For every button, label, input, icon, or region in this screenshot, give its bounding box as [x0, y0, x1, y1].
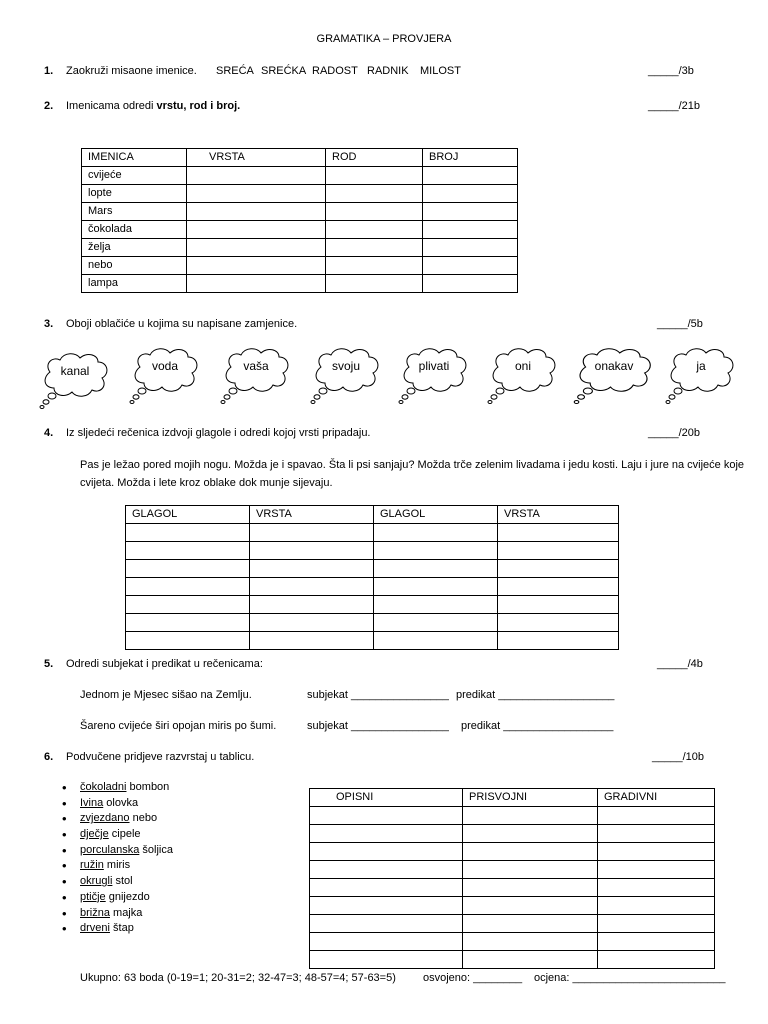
table-header: VRSTA — [250, 506, 374, 524]
table-row — [82, 257, 518, 275]
table-row — [310, 951, 715, 969]
answer-cell[interactable] — [126, 578, 250, 596]
answer-cell[interactable] — [187, 221, 326, 239]
adjective: okrugli — [80, 875, 113, 888]
adjective: drveni — [80, 922, 110, 935]
answer-cell[interactable] — [126, 596, 250, 614]
table-header: GLAGOL — [126, 506, 250, 524]
noun: stol — [112, 875, 133, 888]
answer-cell[interactable] — [498, 542, 619, 560]
table-row — [310, 933, 715, 951]
q5-number: 5. — [44, 658, 54, 670]
answer-cell[interactable] — [250, 542, 374, 560]
adjective: Ivina — [80, 796, 104, 809]
cloud-shape — [38, 350, 112, 412]
pronoun-cloud[interactable] — [309, 345, 383, 407]
q4-instruction: Iz sljedeći rečenica izdvoji glagole i odredi kojoj vrsti pripadaju. — [66, 427, 371, 439]
table-header: GRADIVNI — [598, 789, 715, 807]
q4-paragraph: Pas je ležao pored mojih nogu. Možda je i spavao. Šta li psi sanjaju? Možda trče zelenim livadama i jedu kosti. Laju i jure na cvijeće koje cvijeta. Možda i lete kroz oblake dok munje sijevaju. — [80, 459, 745, 489]
answer-cell[interactable] — [463, 825, 598, 843]
list-item — [62, 843, 173, 859]
answer-cell[interactable] — [498, 524, 619, 542]
answer-cell[interactable] — [326, 203, 423, 221]
table-row — [126, 614, 619, 632]
q4-number: 4. — [44, 427, 54, 439]
answer-cell[interactable] — [310, 933, 463, 951]
cloud-word: voda — [151, 359, 179, 373]
answer-cell[interactable] — [498, 632, 619, 650]
q5-sentence: Šareno cvijeće širi opojan miris po šumi. — [80, 720, 277, 732]
noun-cell: čokolada — [82, 221, 187, 239]
table-header-row — [82, 149, 518, 167]
subject-blank[interactable]: subjekat ________________ — [307, 720, 449, 732]
answer-cell[interactable] — [598, 843, 715, 861]
answer-cell[interactable] — [463, 933, 598, 951]
pronoun-cloud[interactable] — [219, 345, 293, 407]
pronoun-cloud[interactable] — [486, 345, 560, 407]
table-row — [126, 596, 619, 614]
pronoun-cloud[interactable] — [397, 345, 471, 407]
list-item — [62, 780, 173, 796]
noun-cell: želja — [82, 239, 187, 257]
answer-cell[interactable] — [598, 825, 715, 843]
total-points: Ukupno: 63 boda (0-19=1; 20-31=2; 32-47=3; 48-57=4; 57-63=5) — [80, 972, 396, 984]
answer-cell[interactable] — [187, 167, 326, 185]
answer-cell[interactable] — [423, 167, 518, 185]
answer-cell[interactable] — [250, 596, 374, 614]
table-row — [310, 807, 715, 825]
table-header: BROJ — [423, 149, 518, 167]
q6-instruction: Podvučene pridjeve razvrstaj u tablicu. — [66, 751, 255, 763]
q1-word[interactable]: SREĆA — [216, 65, 254, 77]
q3-instruction: Oboji oblačiće u kojima su napisane zamjenice. — [66, 318, 298, 330]
list-item — [62, 874, 173, 890]
q1-instruction: Zaokruži misaone imenice. — [66, 65, 197, 77]
answer-cell[interactable] — [126, 632, 250, 650]
answer-cell[interactable] — [326, 185, 423, 203]
list-item — [62, 921, 173, 937]
answer-cell[interactable] — [498, 596, 619, 614]
noun-cell: lopte — [82, 185, 187, 203]
noun-cell: cvijeće — [82, 167, 187, 185]
grade-blank[interactable]: ocjena: _________________________ — [534, 972, 726, 984]
q5-sentence: Jednom je Mjesec sišao na Zemlju. — [80, 689, 252, 701]
adjective: ružin — [80, 859, 104, 872]
answer-cell[interactable] — [310, 843, 463, 861]
cloud-shape — [397, 345, 471, 407]
list-item — [62, 827, 173, 843]
list-item — [62, 890, 173, 906]
answer-cell[interactable] — [598, 861, 715, 879]
list-item — [62, 796, 173, 812]
verb-table — [125, 505, 619, 650]
table-header: PRISVOJNI — [463, 789, 598, 807]
cloud-word: onakav — [594, 359, 634, 373]
table-row — [126, 578, 619, 596]
predicate-blank[interactable]: predikat __________________ — [461, 720, 614, 732]
answer-cell[interactable] — [598, 807, 715, 825]
adjective: brižna — [80, 906, 110, 919]
q2-instruction: Imenicama odredi vrstu, rod i broj. — [66, 100, 241, 112]
answer-cell[interactable] — [498, 578, 619, 596]
q2-number: 2. — [44, 100, 54, 112]
q6-score: _____/10b — [652, 751, 704, 763]
table-row — [310, 879, 715, 897]
table-row — [82, 167, 518, 185]
cloud-word: ja — [696, 359, 706, 373]
cloud-shape — [486, 345, 560, 407]
adjective: zvjezdano — [80, 812, 130, 825]
table-header: OPISNI — [310, 789, 463, 807]
answer-cell[interactable] — [598, 933, 715, 951]
adjective: porculanska — [80, 843, 140, 856]
table-row — [310, 915, 715, 933]
table-row — [310, 861, 715, 879]
table-row — [126, 542, 619, 560]
q3-number: 3. — [44, 318, 54, 330]
table-row — [310, 897, 715, 915]
adjective: čokoladni — [80, 781, 127, 793]
answer-cell[interactable] — [250, 578, 374, 596]
answer-cell[interactable] — [310, 807, 463, 825]
q1-number: 1. — [44, 65, 54, 77]
answer-cell[interactable] — [126, 524, 250, 542]
q2-score: _____/21b — [648, 100, 700, 112]
answer-cell[interactable] — [310, 951, 463, 969]
q1-word[interactable]: SREĆKA — [261, 65, 307, 77]
noun-cell: Mars — [82, 203, 187, 221]
answer-cell[interactable] — [423, 203, 518, 221]
q2-instruction-bold: vrstu, rod i broj. — [156, 100, 241, 112]
table-row — [310, 843, 715, 861]
answer-cell[interactable] — [463, 951, 598, 969]
answer-cell[interactable] — [250, 614, 374, 632]
answer-cell[interactable] — [250, 524, 374, 542]
adjective: ptičje — [80, 890, 106, 903]
answer-cell[interactable] — [250, 632, 374, 650]
subject-blank[interactable]: subjekat ________________ — [307, 689, 449, 701]
answer-cell[interactable] — [463, 843, 598, 861]
answer-cell[interactable] — [187, 203, 326, 221]
noun: štap — [109, 922, 134, 935]
table-row — [82, 221, 518, 239]
answer-cell[interactable] — [326, 221, 423, 239]
answer-cell[interactable] — [326, 167, 423, 185]
answer-cell[interactable] — [187, 275, 326, 293]
table-row — [82, 185, 518, 203]
pronoun-cloud[interactable] — [128, 345, 202, 407]
answer-cell[interactable] — [250, 560, 374, 578]
table-header: IMENICA — [82, 149, 187, 167]
q6-number: 6. — [44, 751, 54, 763]
table-header: VRSTA — [187, 149, 326, 167]
adjective-table — [309, 788, 715, 969]
answer-cell[interactable] — [126, 614, 250, 632]
answer-cell[interactable] — [423, 275, 518, 293]
noun-cell: nebo — [82, 257, 187, 275]
page-title: GRAMATIKA – PROVJERA — [316, 33, 452, 45]
table-row — [82, 203, 518, 221]
table-header-row — [126, 506, 619, 524]
noun-cell: lampa — [82, 275, 187, 293]
cloud-word: vaša — [243, 359, 269, 373]
answer-cell[interactable] — [423, 257, 518, 275]
answer-cell[interactable] — [463, 879, 598, 897]
noun: nebo — [129, 812, 158, 825]
pronoun-cloud[interactable] — [572, 345, 656, 407]
answer-cell[interactable] — [310, 825, 463, 843]
answer-cell[interactable] — [310, 915, 463, 933]
q1-word[interactable]: RADOST — [312, 65, 358, 77]
answer-cell[interactable] — [187, 185, 326, 203]
table-row — [126, 560, 619, 578]
noun: bombon — [126, 781, 170, 793]
table-row — [82, 239, 518, 257]
answer-cell[interactable] — [126, 560, 250, 578]
cloud-word: oni — [514, 359, 531, 373]
answer-cell[interactable] — [423, 185, 518, 203]
table-row — [310, 825, 715, 843]
answer-cell[interactable] — [598, 879, 715, 897]
list-item — [62, 906, 173, 922]
table-row — [82, 275, 518, 293]
answer-cell[interactable] — [598, 951, 715, 969]
answer-cell[interactable] — [598, 915, 715, 933]
answer-cell[interactable] — [374, 560, 498, 578]
noun: gnijezdo — [105, 890, 150, 903]
answer-cell[interactable] — [374, 596, 498, 614]
noun: majka — [109, 906, 143, 919]
cloud-shape — [128, 345, 202, 407]
answer-cell[interactable] — [126, 542, 250, 560]
answer-cell[interactable] — [187, 239, 326, 257]
answer-cell[interactable] — [463, 915, 598, 933]
table-header: GLAGOL — [374, 506, 498, 524]
table-header-row — [310, 789, 715, 807]
answer-cell[interactable] — [326, 275, 423, 293]
answer-cell[interactable] — [463, 807, 598, 825]
answer-cell[interactable] — [310, 861, 463, 879]
cloud-shape — [572, 345, 656, 407]
adjective: dječje — [80, 828, 109, 841]
noun: cipele — [108, 828, 141, 841]
answer-cell[interactable] — [310, 897, 463, 915]
answer-cell[interactable] — [310, 879, 463, 897]
table-header: VRSTA — [498, 506, 619, 524]
answer-cell[interactable] — [423, 221, 518, 239]
answer-cell[interactable] — [374, 632, 498, 650]
q1-word[interactable]: MILOST — [420, 65, 461, 77]
answer-cell[interactable] — [374, 524, 498, 542]
table-row — [126, 632, 619, 650]
noun: olovka — [103, 796, 139, 809]
q4-score: _____/20b — [648, 427, 700, 439]
cloud-word: plivati — [418, 359, 450, 373]
list-item — [62, 858, 173, 874]
cloud-shape — [664, 345, 738, 407]
pronoun-cloud[interactable] — [38, 350, 112, 412]
noun: šoljica — [139, 843, 173, 856]
answer-cell[interactable] — [598, 897, 715, 915]
noun: miris — [103, 859, 131, 872]
q3-score: _____/5b — [657, 318, 703, 330]
answer-cell[interactable] — [374, 542, 498, 560]
cloud-word: kanal — [60, 364, 90, 378]
table-row — [126, 524, 619, 542]
answer-cell[interactable] — [498, 614, 619, 632]
pronoun-cloud[interactable] — [664, 345, 738, 407]
q1-word[interactable]: RADNIK — [367, 65, 409, 77]
answer-cell[interactable] — [326, 257, 423, 275]
q5-score: _____/4b — [657, 658, 703, 670]
cloud-word: svoju — [331, 359, 360, 373]
predicate-blank[interactable]: predikat ___________________ — [456, 689, 615, 701]
answer-cell[interactable] — [498, 560, 619, 578]
list-item — [62, 811, 173, 827]
cloud-shape — [219, 345, 293, 407]
table-header: ROD — [326, 149, 423, 167]
answer-cell[interactable] — [463, 861, 598, 879]
answer-cell[interactable] — [187, 257, 326, 275]
earned-blank[interactable]: osvojeno: ________ — [423, 972, 523, 984]
answer-cell[interactable] — [374, 578, 498, 596]
adjective-list — [62, 780, 173, 937]
answer-cell[interactable] — [326, 239, 423, 257]
cloud-shape — [309, 345, 383, 407]
noun-table — [81, 148, 518, 293]
answer-cell[interactable] — [463, 897, 598, 915]
answer-cell[interactable] — [423, 239, 518, 257]
q1-score: _____/3b — [648, 65, 694, 77]
answer-cell[interactable] — [374, 614, 498, 632]
q5-instruction: Odredi subjekat i predikat u rečenicama: — [66, 658, 263, 670]
